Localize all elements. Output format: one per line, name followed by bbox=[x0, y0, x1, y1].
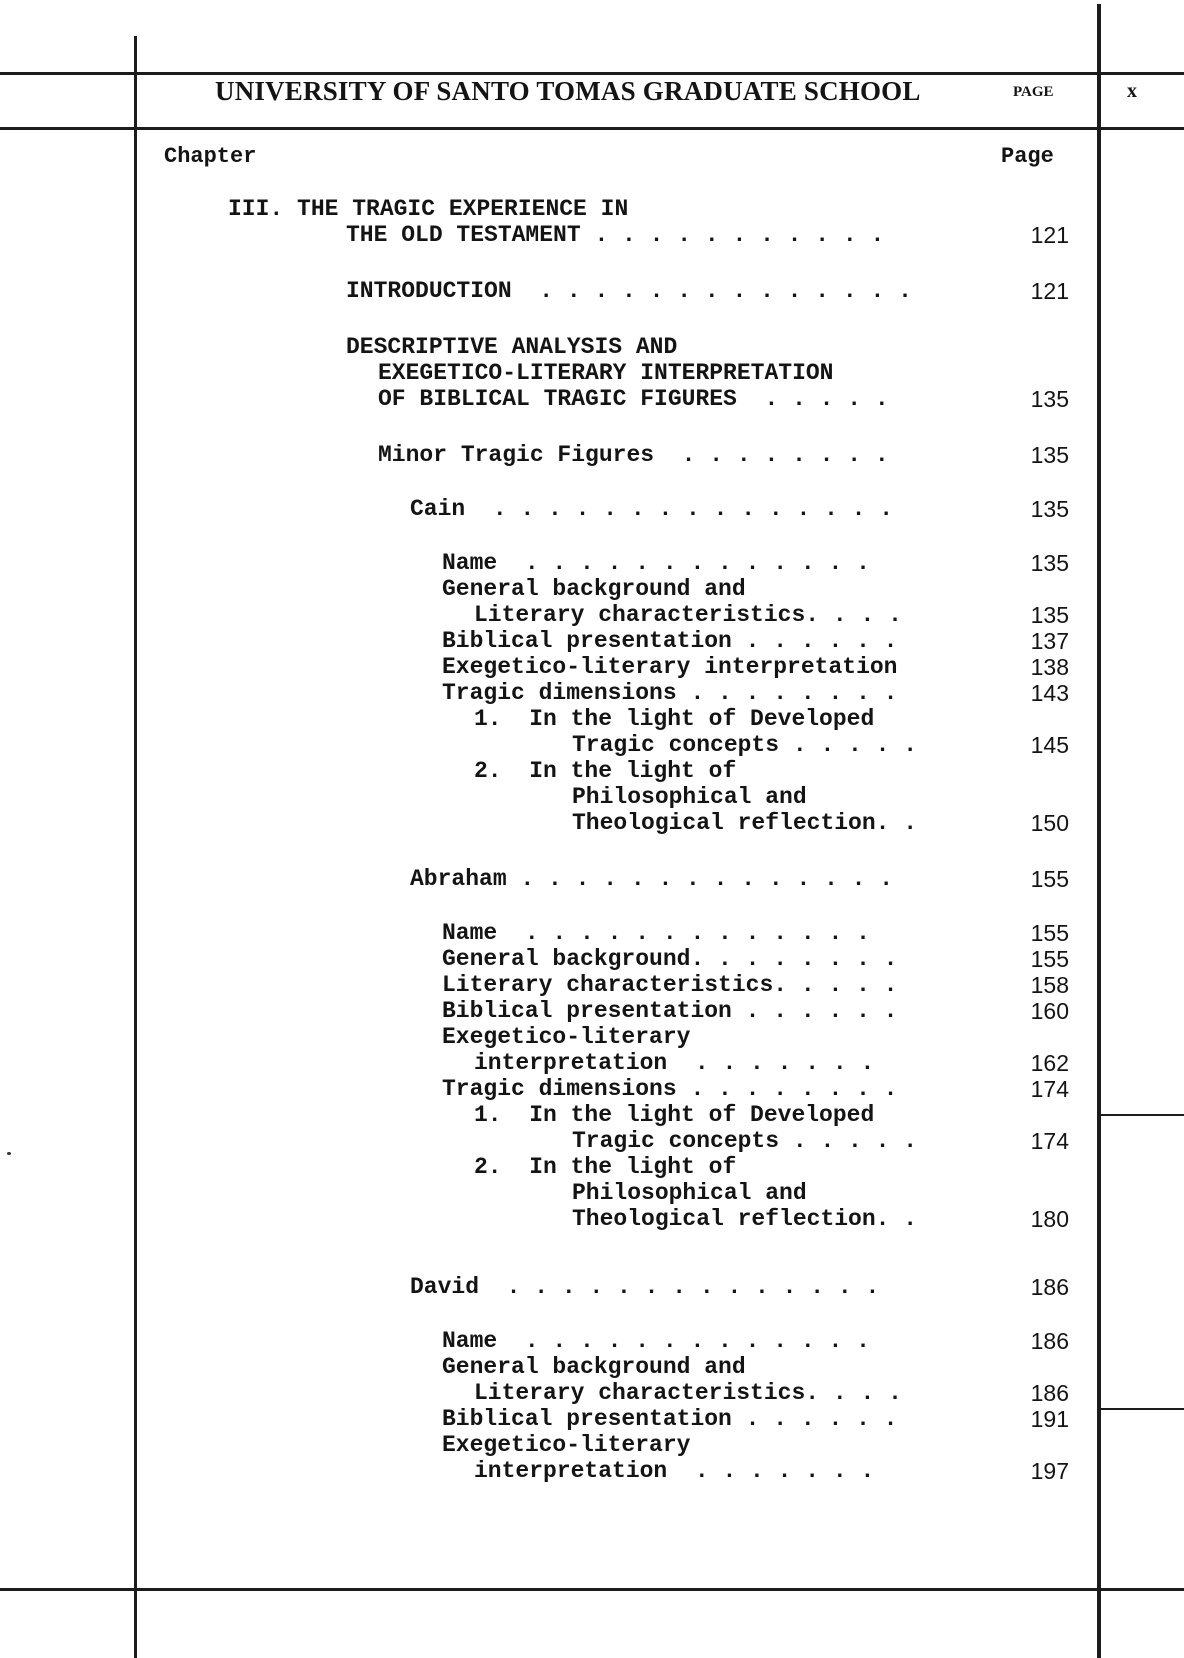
toc-entry-text: Tragic concepts . . . . . bbox=[572, 732, 918, 758]
toc-entry-text: DESCRIPTIVE ANALYSIS AND bbox=[346, 334, 678, 360]
toc-entry-page: 186 bbox=[1030, 1380, 1069, 1406]
toc-entry-page: 186 bbox=[1030, 1274, 1069, 1300]
toc-entry-text: Name . . . . . . . . . . . . . bbox=[442, 1328, 870, 1354]
toc-entry-text: 1. In the light of Developed bbox=[474, 1102, 875, 1128]
toc-entry-text: David . . . . . . . . . . . . . . bbox=[410, 1274, 880, 1300]
toc-entry-page: 121 bbox=[1030, 278, 1069, 304]
toc-entry-text: INTRODUCTION . . . . . . . . . . . . . . bbox=[346, 278, 912, 304]
toc-entry-page: 155 bbox=[1030, 946, 1069, 972]
header-page-number: x bbox=[1127, 80, 1137, 102]
toc-entry-text: Name . . . . . . . . . . . . . bbox=[442, 550, 870, 576]
toc-entry-page: 180 bbox=[1030, 1206, 1069, 1232]
toc-entry-text: General background and bbox=[442, 576, 746, 602]
toc-entry-text: interpretation . . . . . . . bbox=[474, 1050, 875, 1076]
toc-entry-text: Tragic dimensions . . . . . . . . bbox=[442, 1076, 898, 1102]
toc-entry-text: Exegetico-literary interpretation bbox=[442, 654, 898, 680]
toc-entry-page: 174 bbox=[1030, 1128, 1069, 1154]
toc-entry-page: 135 bbox=[1030, 496, 1069, 522]
toc-entry-text: 2. In the light of bbox=[474, 1154, 737, 1180]
toc-entry-page: 135 bbox=[1030, 550, 1069, 576]
toc-entry-page: 137 bbox=[1030, 628, 1069, 654]
toc-entry-text: Abraham . . . . . . . . . . . . . . bbox=[410, 866, 894, 892]
toc-entry-text: OF BIBLICAL TRAGIC FIGURES . . . . . bbox=[378, 386, 889, 412]
toc-entry-page: 155 bbox=[1030, 866, 1069, 892]
toc-entry-page: 191 bbox=[1030, 1406, 1069, 1432]
toc-entry-text: 1. In the light of Developed bbox=[474, 706, 875, 732]
toc-entry-text: Exegetico-literary bbox=[442, 1024, 691, 1050]
page-column-heading: Page bbox=[1001, 144, 1054, 169]
header-page-label: PAGE bbox=[1013, 84, 1054, 100]
toc-entry-text: Tragic concepts . . . . . bbox=[572, 1128, 918, 1154]
toc-entry-page: 135 bbox=[1030, 386, 1069, 412]
toc-entry-text: Name . . . . . . . . . . . . . bbox=[442, 920, 870, 946]
right-tab-rule-lower bbox=[1101, 1408, 1184, 1410]
left-margin-rule bbox=[134, 36, 137, 1658]
toc-entry-page: 143 bbox=[1030, 680, 1069, 706]
toc-entry-page: 186 bbox=[1030, 1328, 1069, 1354]
toc-entry-text: General background. . . . . . . . bbox=[442, 946, 898, 972]
toc-entry-page: 121 bbox=[1030, 222, 1069, 248]
toc-entry-page: 135 bbox=[1030, 442, 1069, 468]
toc-entry-page: 155 bbox=[1030, 920, 1069, 946]
toc-entry-text: 2. In the light of bbox=[474, 758, 737, 784]
header-top-rule bbox=[0, 72, 1184, 75]
toc-entry-text: Literary characteristics. . . . bbox=[474, 602, 902, 628]
toc-entry-page: 158 bbox=[1030, 972, 1069, 998]
toc-entry-page: 160 bbox=[1030, 998, 1069, 1024]
scan-speck bbox=[7, 1152, 11, 1155]
university-header-title: UNIVERSITY OF SANTO TOMAS GRADUATE SCHOOL bbox=[215, 76, 921, 106]
toc-entry-text: Philosophical and bbox=[572, 1180, 807, 1206]
toc-entry-text: Literary characteristics. . . . . bbox=[442, 972, 898, 998]
toc-entry-text: Tragic dimensions . . . . . . . . bbox=[442, 680, 898, 706]
toc-entry-text: Cain . . . . . . . . . . . . . . . bbox=[410, 496, 894, 522]
toc-entry-text: Literary characteristics. . . . bbox=[474, 1380, 902, 1406]
toc-entry-page: 138 bbox=[1030, 654, 1069, 680]
toc-entry-text: III. THE TRAGIC EXPERIENCE IN bbox=[228, 196, 629, 222]
toc-entry-text: THE OLD TESTAMENT . . . . . . . . . . . bbox=[346, 222, 885, 248]
toc-entry-text: Biblical presentation . . . . . . bbox=[442, 628, 898, 654]
toc-entry-text: Exegetico-literary bbox=[442, 1432, 691, 1458]
toc-entry-text: Minor Tragic Figures . . . . . . . . bbox=[378, 442, 889, 468]
chapter-column-heading: Chapter bbox=[164, 144, 257, 169]
toc-entry-text: General background and bbox=[442, 1354, 746, 1380]
toc-entry-page: 162 bbox=[1030, 1050, 1069, 1076]
toc-entry-text: interpretation . . . . . . . bbox=[474, 1458, 875, 1484]
toc-entry-page: 135 bbox=[1030, 602, 1069, 628]
toc-entry-page: 174 bbox=[1030, 1076, 1069, 1102]
footer-rule bbox=[0, 1588, 1184, 1591]
toc-entry-text: Biblical presentation . . . . . . bbox=[442, 998, 898, 1024]
header-bottom-rule bbox=[0, 127, 1184, 130]
toc-entry-page: 145 bbox=[1030, 732, 1069, 758]
toc-entry-text: Biblical presentation . . . . . . bbox=[442, 1406, 898, 1432]
toc-entry-page: 150 bbox=[1030, 810, 1069, 836]
toc-entry-page: 197 bbox=[1030, 1458, 1069, 1484]
right-tab-rule-upper bbox=[1101, 1114, 1184, 1116]
toc-entry-text: Philosophical and bbox=[572, 784, 807, 810]
toc-entry-text: Theological reflection. . bbox=[572, 810, 918, 836]
toc-entry-text: Theological reflection. . bbox=[572, 1206, 918, 1232]
toc-entry-text: EXEGETICO-LITERARY INTERPRETATION bbox=[378, 360, 834, 386]
